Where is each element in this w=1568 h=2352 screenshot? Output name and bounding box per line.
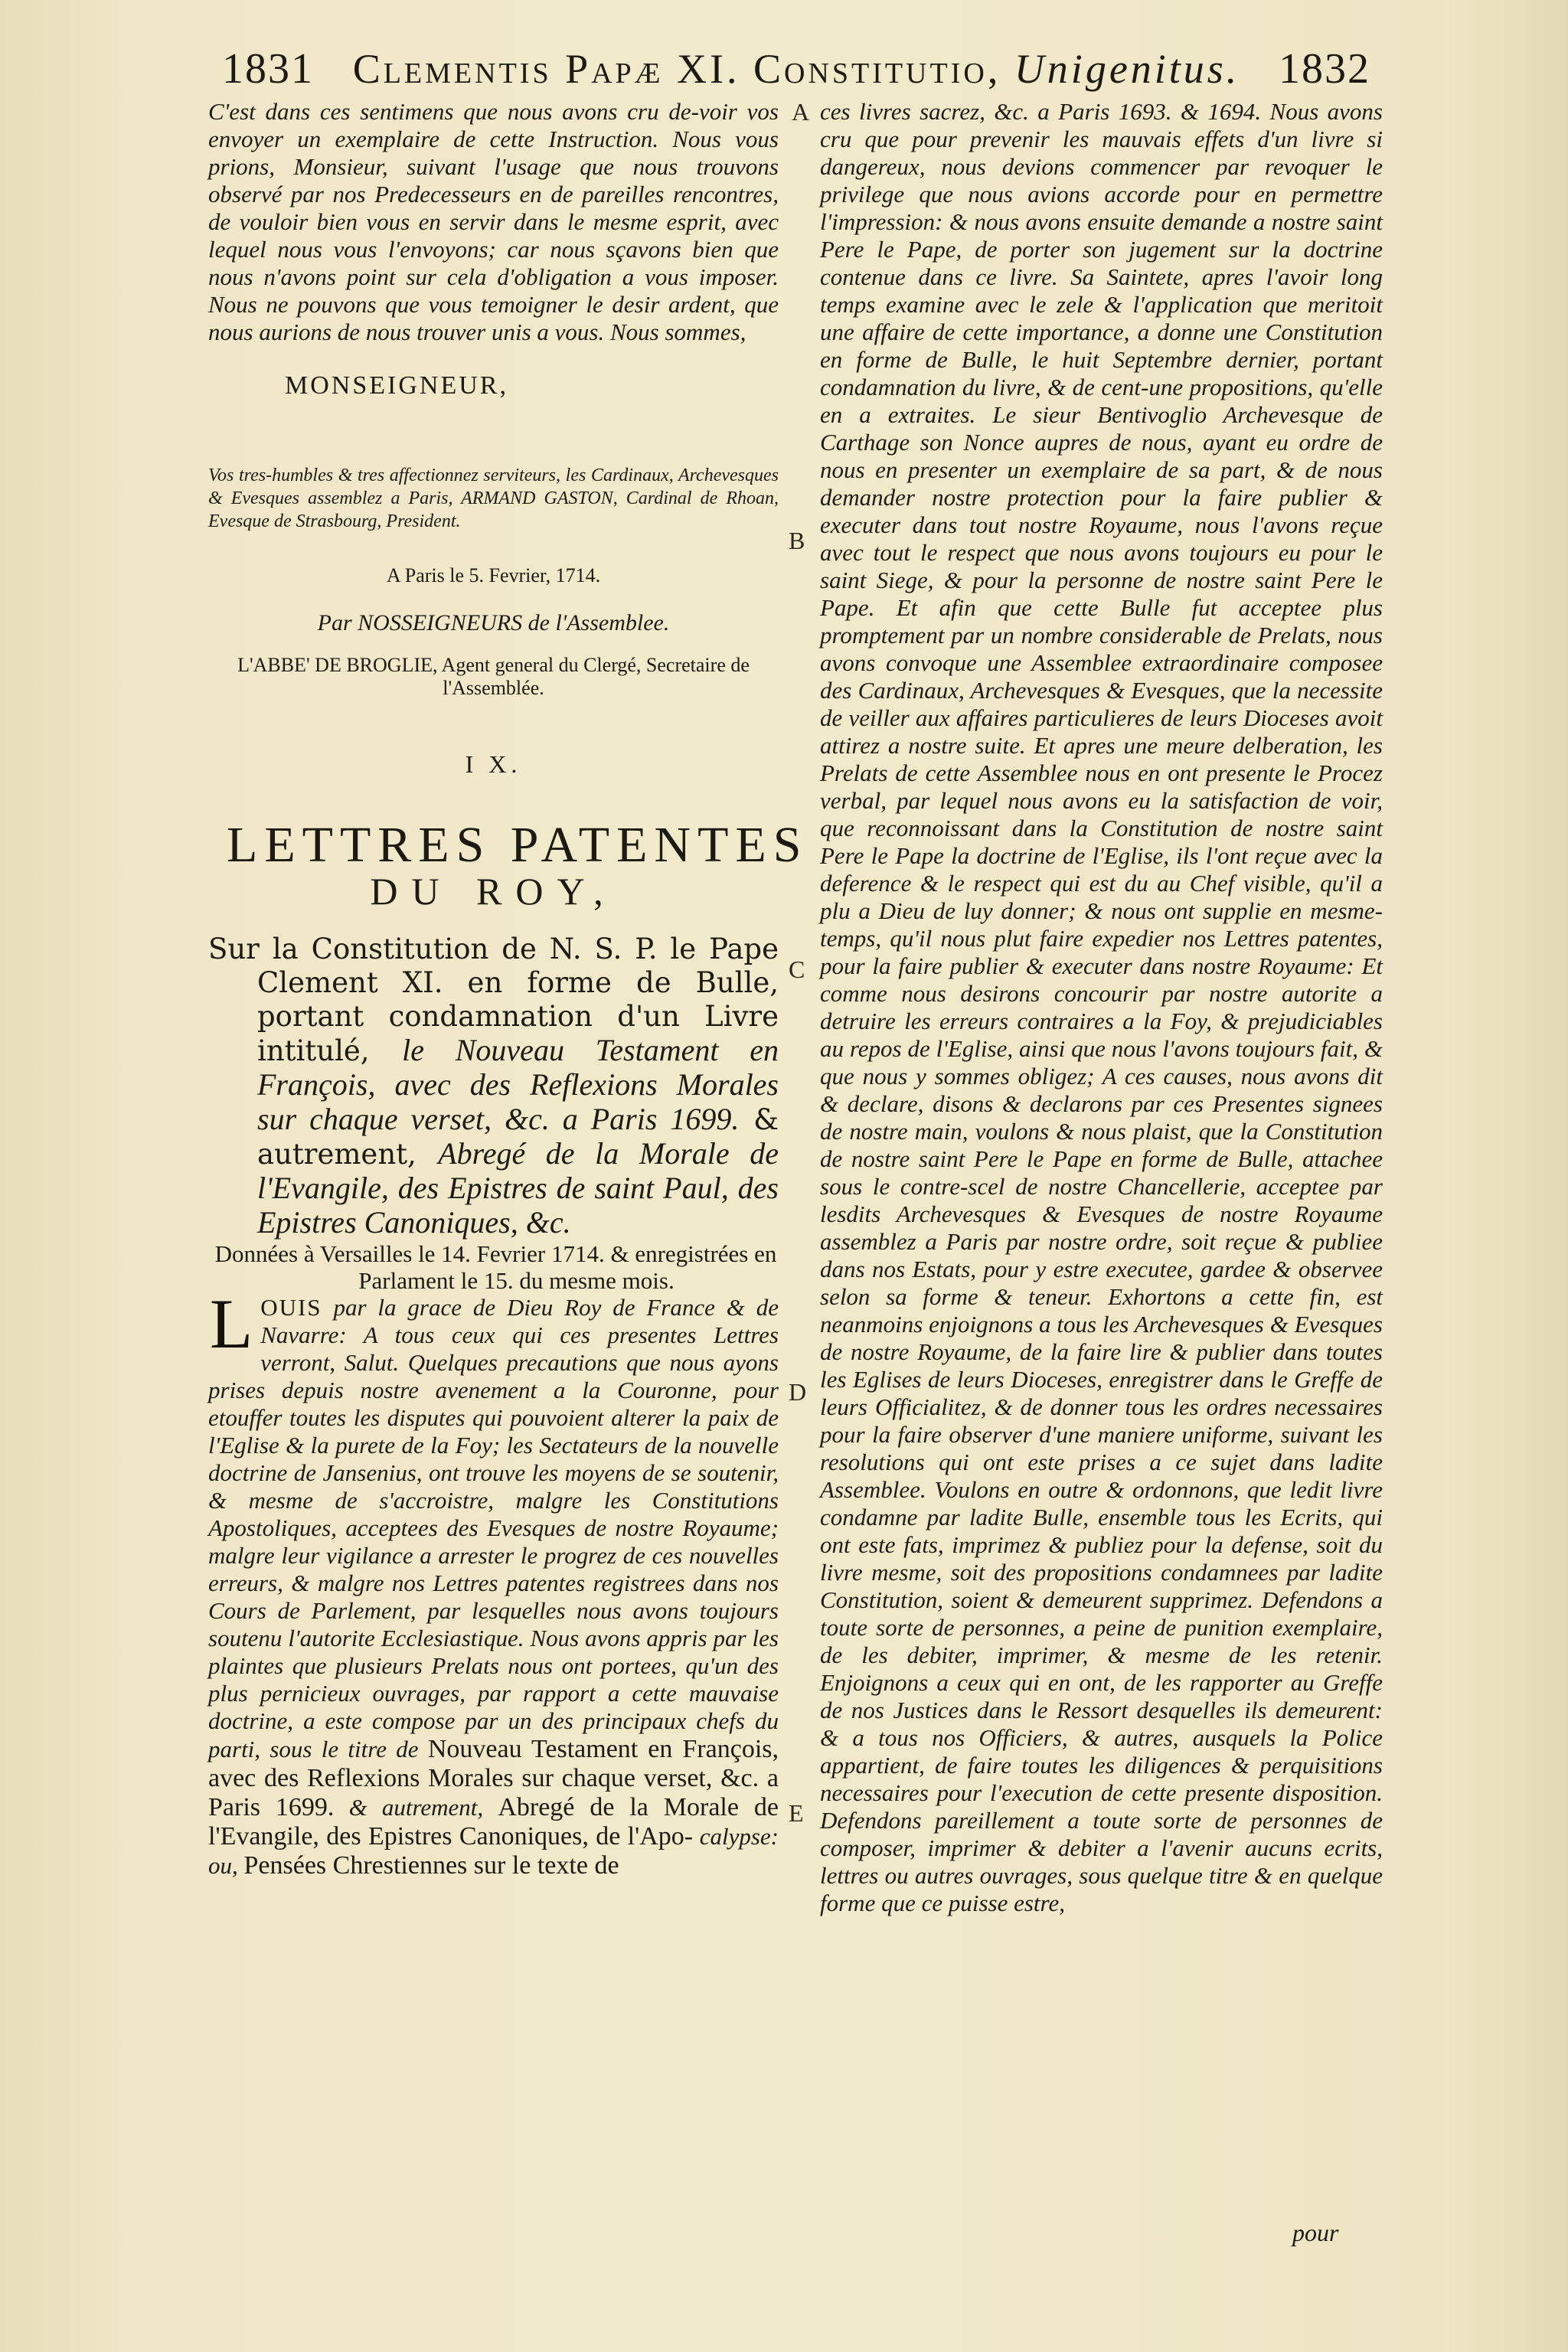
louis-paragraph <box>208 1285 779 1880</box>
right-page-number: 1832 <box>1279 45 1370 93</box>
margin-letter-b: B <box>789 527 805 554</box>
running-title <box>353 45 1240 93</box>
date-line: A Paris le 5. Fevrier, 1714. <box>386 564 601 586</box>
louis-caps: OUIS <box>260 1294 322 1321</box>
catchword: pour <box>1292 2219 1339 2246</box>
intro-paragraph: C'est dans ces sentimens que nous avons cru de-voir vos envoyer un exemplaire de cette Instruction. Nous vous prions, Monsieur, suivant l'usage que nous trouvons observé par nos Predecesseurs en de pareilles rencontres, de vouloir bien vous en servir dans le mesme esprit, avec lequel nous vous l'envoyons; car nous sçavons bien que nous n'avons point sur cela d'obligation a vous imposer. Nous ne pouvons que vous temoigner le desir ardent, que nous aurions de nous trouver unis a vous. Nous sommes, <box>208 98 779 345</box>
left-page-number: 1831 <box>222 45 314 93</box>
sur-italic-2: Abregé de la Morale de l'Evangile, des Epistres de saint Paul, des Epistres Canoniques, &c. <box>257 1136 779 1240</box>
secretary-line: L'ABBE' DE BROGLIE, Agent general du Clergé, Secretaire de l'Assemblée. <box>237 654 750 699</box>
margin-letter-d: D <box>789 1378 807 1406</box>
sur-paragraph <box>208 933 779 1240</box>
margin-letter-e: E <box>789 1799 804 1827</box>
right-text: ces livres sacrez, &c. a Paris 1693. & 1694. Nous avons cru que pour prevenir les mauvais effets d'un livre si dangereux, nous devions commencer par revoquer le privilege que nous avions accorde pour en permettre l'impression: & nous avons ensuite demande a nostre saint Pere le Pape, de porter son jugement sur la doctrine contenue dans ce livre. Sa Saintete, apres l'avoir long temps examine avec le zele & l'application que meritoit une affaire de cette importance, a donne une Constitution en forme de Bulle, le huit Septembre dernier, portant condamnation du livre, & de cent-une propositions, qu'elle en a extraites. Le sieur Bentivoglio Archevesque de Carthage son Nonce aupres de nous, ayant eu ordre de nous en presenter un exemplaire de sa part, & de nous demander nostre protection pour la faire publier & executer dans tout nostre Royaume, nous l'avons reçue avec tout le respect que nous avons toujours eu pour le saint Siege, & pour la personne de nostre saint Pere le Pape. Et afin que cette Bulle fut acceptee plus promptement par un nombre considerable de Prelats, nous avons convoque une Assemblee extraordinaire composee des Cardinaux, Archevesques & Evesques, que la necessite de veiller aux affaires particulieres de leurs Dioceses avoit attirez a nostre suite. Et apres une meure delberation, les Prelats de cette Assemblee nous en ont presente le Procez verbal, par lequel nous avons eu la satisfaction de voir, que reconnoissant dans la Constitution de nostre saint Pere le Pape la doctrine de l'Eglise, ils l'ont reçue avec la deference & le respect qui est du au Chef visible, qu'il a plu a Dieu de luy donner; & nous ont supplie en mesme-temps, qu'il nous plut faire expedier nos Lettres patentes, pour la faire publier & executer dans nostre Royaume: Et comme nous desirons concourir par nostre autorite a detruire les erreurs contraires a la Foy, & prejudiciables au repos de l'Eglise, ainsi que nous l'avons toujours fait, & que nous y sommes obligez; A ces causes, nous avons dit & declare, disons & declarons par ces Presentes signees de nostre main, voulons & nous plaist, que la Constitution de nostre saint Pere le Pape en forme de Bulle, attachee sous le contre-scel de nostre Chancellerie, acceptee par lesdits Archevesques & Evesques de nostre Royaume assemblez a Paris par nostre ordre, soit reçue & publiee dans nos Estats, pour y estre executee, gardee & observee selon sa forme & teneur. Exhortons a cette fin, est neanmoins enjoignons a tous les Archevesques & Evesques de nostre Royaume, de la faire lire & publier dans toutes les Eglises de leurs Dioceses, enregistrer dans le Greffe de leurs Officialitez, & de donner tous les ordres necessaires pour la faire observer d'une maniere uniforme, suivant les resolutions qui ont este prises a ce sujet dans ladite Assemblee. Voulons en outre & ordonnons, que ledit livre condamne par ladite Bulle, ensemble tous les Ecrits, qui ont este fats, imprimez & publiez pour la defense, soit du livre mesme, soit des propositions condamnees par ladite Constitution, soient & demeurent supprimez. Defendons a toute sorte de personnes, a peine de punition exemplaire, de les debiter, imprimer, & mesme de les retenir. Enjoignons a ceux qui en ont, de les rapporter au Greffe de nos Justices dans le Ressort desquelles ils demeurent: & a tous nos Officiers, & autres, ausquels la Police appartient, de faire toutes les diligences & perquisitions necessaires pour l'execution de cette presente disposition. Defendons pareillement a toute sorte de personnes de composer, imprimer & debiter a l'avenir aucuns ecrits, lettres ou autres ouvrages, sous quelque titre & en quelque forme que ce puisse estre, <box>820 98 1383 1916</box>
right-column <box>820 98 1383 1917</box>
sur-italic-1: le Nouveau Testament en François, avec des Reflexions Morales sur chaque verset, &c. a Paris 1699. <box>257 1033 779 1136</box>
left-column <box>208 98 808 1880</box>
running-title-text: Clementis Papæ XI. Constitutio, <box>352 46 1001 92</box>
running-header <box>222 44 1370 106</box>
sur-middle: & autrement, <box>257 1103 779 1171</box>
louis-tail-2: Abregé de la Morale de l'Evangile, des Epistres Canoniques, de l'Apo- <box>208 1793 779 1851</box>
louis-tail-3: Pensées Chrestiennes sur le texte de <box>243 1851 619 1880</box>
louis-tail: Nouveau Testament en François, avec des Reflexions Morales sur chaque verset, &c. a Paris 1699. <box>208 1735 779 1821</box>
margin-letter-a: A <box>792 98 810 126</box>
section-subheading: DU ROY, <box>370 870 617 913</box>
section-number: I X. <box>465 750 522 778</box>
signature-block: Vos tres-humbles & tres affectionnez serviteurs, les Cardinaux, Archevesques & Evesques assemblez a Paris, ARMAND GASTON, Cardinal de Rhoan, Evesque de Strasbourg, President. <box>208 466 779 531</box>
running-title-italic: Unigenitus. <box>1014 46 1240 92</box>
louis-tail-3-italic: calypse: ou, <box>208 1823 779 1879</box>
margin-letter-c: C <box>789 956 805 983</box>
sur-prefix: Sur la Constitution de N. S. P. le Pape Clement XI. en forme de Bulle, portant condamnation d'un Livre intitulé, <box>208 933 779 1067</box>
louis-text: par la grace de Dieu Roy de France & de Navarre: A tous ceux qui ces presentes Lettres verront, Salut. Quelques precautions que nous ayons prises depuis nostre avenement a la Couronne, pour etouffer toutes les disputes qui pouvoient alterer la paix de l'Eglise & la purete de la Foy; les Sectateurs de la nouvelle doctrine de Jansenius, ont trouve les moyens de se soutenir, & mesme de s'accroistre, malgre les Constitutions Apostoliques, acceptees des Evesques de nostre Royaume; malgre leur vigilance a arrester le progrez de ces nouvelles erreurs, & malgre nos Lettres patentes registrees dans nos Cours de Parlement, par lesquelles nous avons toujours soutenu l'autorite Ecclesiastique. Nous avons appris par les plaintes que plusieurs Prelats nous ont portees, qu'un des plus pernicieux ouvrages, par rapport a cette mauvaise doctrine, a este compose par un des principaux chefs du parti, sous le titre de <box>208 1294 779 1762</box>
par-line: Par NOSSEIGNEURS de l'Assemblee. <box>317 610 670 635</box>
salutation: MONSEIGNEUR, <box>285 371 508 400</box>
donnees-line: Données à Versailles le 14. Fevrier 1714. & enregistrées en Parlament le 15. du mesme mois. <box>214 1240 777 1294</box>
drop-cap: L <box>210 1285 253 1363</box>
louis-tail-italic: & autrement, <box>348 1794 484 1821</box>
section-heading: LETTRES PATENTES <box>227 817 808 873</box>
